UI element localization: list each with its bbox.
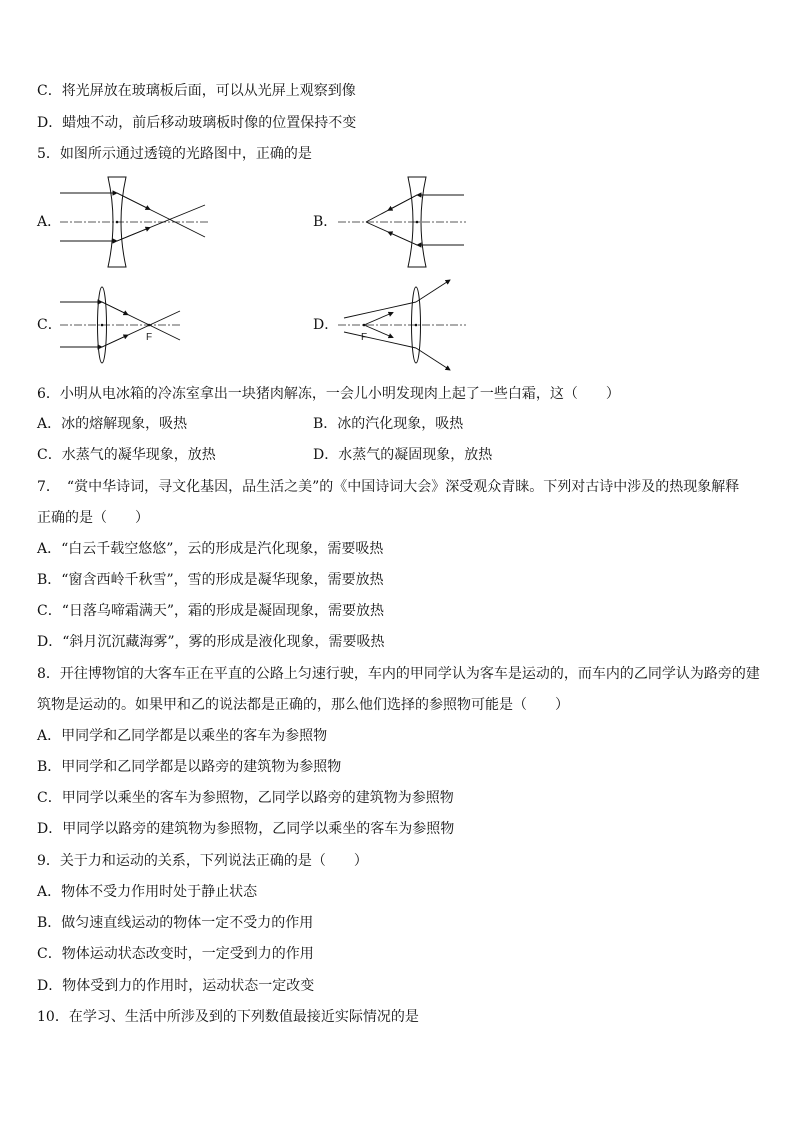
q6-option-b: B．冰的汽化现象，吸热 <box>313 416 464 432</box>
q7-option-d: D．“斜月沉沉藏海雾”，雾的形成是液化现象，需要吸热 <box>37 634 385 650</box>
q7-option-c: C．“日落乌啼霜满天”，霜的形成是凝固现象，需要放热 <box>37 603 385 619</box>
q5-stem: 5．如图所示通过透镜的光路图中，正确的是 <box>37 146 312 162</box>
q5-label-a: A． <box>37 214 62 230</box>
q4-option-d: D．蜡烛不动，前后移动玻璃板时像的位置保持不变 <box>37 115 357 131</box>
q4-option-c: C．将光屏放在玻璃板后面，可以从光屏上观察到像 <box>37 83 356 99</box>
refracted-ray-bottom <box>416 348 450 370</box>
q8-stem-line2: 筑物是运动的。如果甲和乙的说法都是正确的，那么他们选择的参照物可能是（ ） <box>37 697 569 713</box>
q9-option-b: B．做匀速直线运动的物体一定不受力的作用 <box>37 915 314 931</box>
q9-option-c: C．物体运动状态改变时，一定受到力的作用 <box>37 946 314 962</box>
q6-stem: 6．小明从电冰箱的冷冻室拿出一块猪肉解冻，一会儿小明发现肉上起了一些白霜，这（ ） <box>37 386 620 402</box>
q9-stem: 9．关于力和运动的关系，下列说法正确的是（ ） <box>37 853 368 869</box>
q8-option-c: C．甲同学以乘坐的客车为参照物，乙同学以路旁的建筑物为参照物 <box>37 790 454 806</box>
q8-option-b: B．甲同学和乙同学都是以路旁的建筑物为参照物 <box>37 759 342 775</box>
q7-option-b: B．“窗含西岭千秋雪”，雪的形成是凝华现象，需要放热 <box>37 572 384 588</box>
q5-diagram-c <box>60 285 185 370</box>
q9-option-a: A．物体不受力作用时处于静止状态 <box>37 884 258 900</box>
q7-stem-line2: 正确的是（ ） <box>37 510 149 526</box>
incident-ray-top <box>344 302 416 318</box>
q6-option-d: D．水蒸气的凝固现象，放热 <box>313 447 493 463</box>
q8-option-a: A．甲同学和乙同学都是以乘坐的客车为参照物 <box>37 728 328 744</box>
q5-label-b: B． <box>313 214 338 230</box>
q5-label-d: D． <box>313 317 339 333</box>
q7-stem-line1: 7． “赏中华诗词，寻文化基因，品生活之美”的《中国诗词大会》深受观众青睐。下列对古诗中涉及的热现象解释 <box>37 479 740 495</box>
q6-option-c: C．水蒸气的凝华现象，放热 <box>37 447 216 463</box>
refracted-ray-top <box>416 280 450 302</box>
q8-stem-line1: 8．开往博物馆的大客车正在平直的公路上匀速行驶，车内的甲同学认为客车是运动的，而车内的乙同学认为路旁的建 <box>37 666 760 682</box>
q8-option-d: D．甲同学以路旁的建筑物为参照物，乙同学以乘坐的客车为参照物 <box>37 821 455 837</box>
q7-option-a: A．“白云千载空悠悠”，云的形成是汽化现象，需要吸热 <box>37 541 384 557</box>
incident-ray-bottom <box>344 332 416 348</box>
focal-point-label: F <box>361 332 368 343</box>
q9-option-d: D．物体受到力的作用时，运动状态一定改变 <box>37 978 315 994</box>
q5-label-c: C． <box>37 317 62 333</box>
focal-point-label: F <box>146 332 153 343</box>
q5-diagram-b <box>338 175 468 270</box>
q10-stem: 10．在学习、生活中所涉及到的下列数值最接近实际情况的是 <box>37 1009 419 1025</box>
q5-diagram-a <box>60 175 210 270</box>
q5-diagram-d <box>338 276 468 376</box>
q6-option-a: A．冰的熔解现象，吸热 <box>37 416 188 432</box>
